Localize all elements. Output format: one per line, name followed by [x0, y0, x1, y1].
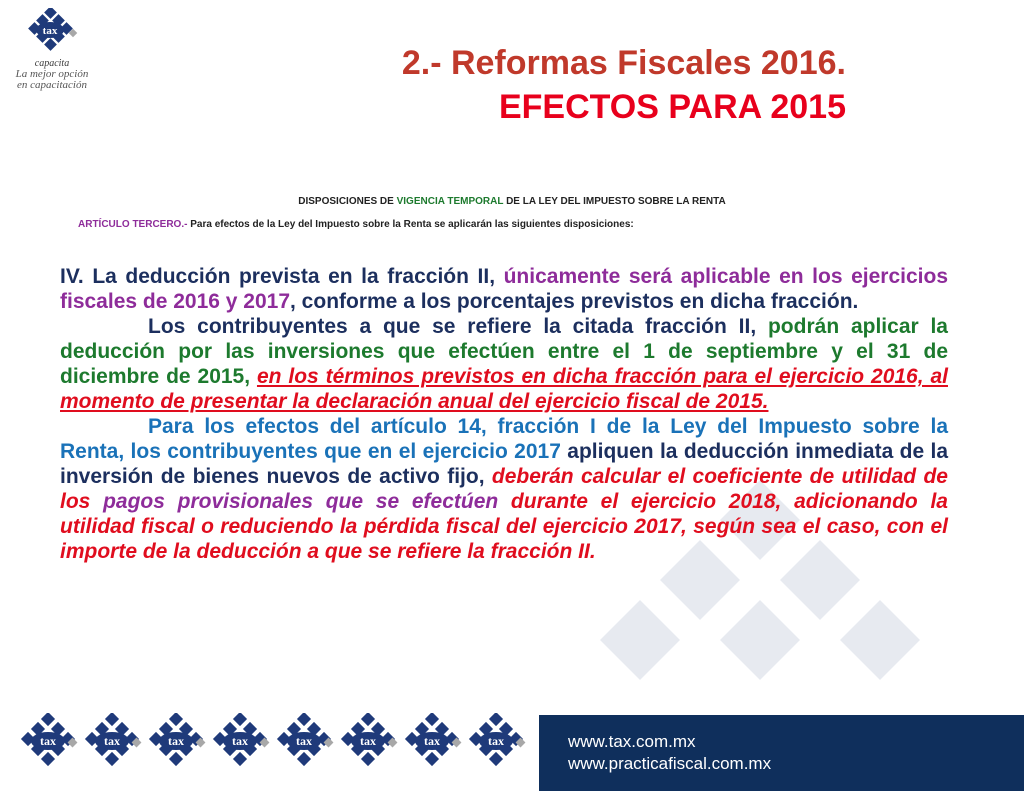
article-intro [78, 219, 634, 230]
p1-run-b: únicamente será aplicable en los ejercicios fiscales de 2016 y 2017 [60, 265, 948, 313]
section-heading-highlight: VIGENCIA TEMPORAL [396, 196, 504, 207]
footer-tax-logo-icon [82, 713, 142, 773]
section-heading-part2: DE LA LEY DEL IMPUESTO SOBRE LA RENTA [503, 196, 726, 207]
svg-text:tax: tax [104, 734, 120, 748]
p3-run-d: pagos provisionales que se efectúen [103, 490, 499, 513]
slide-subtitle: EFECTOS PARA 2015 [498, 88, 846, 126]
section-heading-part1: DISPOSICIONES DE [298, 196, 397, 207]
footer-tax-logo-icon [146, 713, 206, 773]
paragraph-contribuyentes [60, 314, 948, 414]
section-heading [0, 196, 1024, 207]
p2-run-b: podrán aplicar la deducción por las inversiones que efectúen entre el 1 de septiembre y el 31 de diciembre de 2015, [60, 315, 948, 388]
website-link-tax[interactable]: www.tax.com.mx [568, 732, 696, 751]
slide-title: 2.- Reformas Fiscales 2016. [401, 44, 846, 82]
footer-tax-logo-icon [338, 713, 398, 773]
article-label: ARTÍCULO TERCERO.- [78, 219, 188, 230]
svg-text:tax: tax [424, 734, 440, 748]
article-text: Para efectos de la Ley del Impuesto sobre la Renta se aplicarán las siguientes disposiciones: [187, 219, 634, 230]
svg-text:tax: tax [168, 734, 184, 748]
website-link-practicafiscal[interactable]: www.practicafiscal.com.mx [568, 754, 772, 773]
svg-text:tax: tax [360, 734, 376, 748]
footer-contact-bar [539, 715, 1024, 791]
logo-tagline-1: La mejor opción [15, 68, 89, 80]
body-text [60, 264, 948, 564]
paragraph-iv [60, 264, 948, 314]
footer-tax-logo-icon [210, 713, 270, 773]
footer-tax-logo-icon [402, 713, 462, 773]
logo-tagline-2: en capacitación [17, 79, 87, 91]
p3-run-e: durante el ejercicio 2018, adicionando la utilidad fiscal o reduciendo la pérdida fiscal del ejercicio 2017, según sea el caso, con el importe de la deducción a que se refiere la fracción II. [60, 490, 948, 563]
p3-run-c: deberán calcular el coeficiente de utilidad de los [60, 465, 948, 513]
svg-text:tax: tax [40, 734, 56, 748]
footer-tax-logo-icon [18, 713, 78, 773]
tax-logo-mark-icon [25, 8, 79, 58]
svg-text:tax: tax [42, 25, 58, 37]
p1-run-c: , conforme a los porcentajes previstos en dicha fracción. [290, 290, 859, 313]
logo-wordmark: capacita [34, 58, 70, 69]
svg-text:tax: tax [232, 734, 248, 748]
p2-run-a: Los contribuyentes a que se refiere la citada fracción II, [148, 315, 768, 338]
paragraph-articulo-14 [60, 414, 948, 564]
svg-text:tax: tax [488, 734, 504, 748]
footer-tax-logo-icon [274, 713, 334, 773]
p3-run-b: apliquen la deducción inmediata de la inversión de bienes nuevos de activo fijo, [60, 440, 949, 488]
footer-tax-logo-icon [466, 713, 526, 773]
svg-text:tax: tax [296, 734, 312, 748]
p1-run-a: IV. La deducción prevista en la fracción II, [60, 265, 504, 288]
p2-run-c: en los términos previstos en dicha fracción para el ejercicio 2016, al momento de presentar la declaración anual del ejercicio fiscal de 2015. [60, 365, 948, 413]
p3-run-a: Para los efectos del artículo 14, fracción I de la Ley del Impuesto sobre la Renta, los contribuyentes que en el ejercicio 2017 [60, 415, 948, 463]
company-logo [12, 8, 92, 94]
